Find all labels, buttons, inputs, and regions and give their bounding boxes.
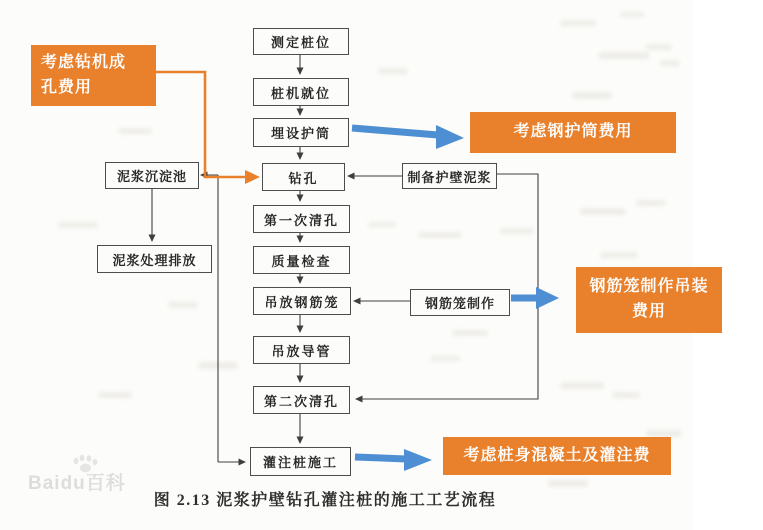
baidu-watermark <box>28 468 126 495</box>
blue-arrow-casing-cost <box>352 128 438 135</box>
cost-note-steel-casing <box>470 112 676 153</box>
cost-note-concrete-pouring <box>443 437 671 475</box>
flow-step-lower-rebar-cage: 吊放钢筋笼 <box>253 287 351 315</box>
flow-step-second-hole-cleaning: 第二次清孔 <box>253 386 350 414</box>
blue-arrowhead-cage <box>536 287 559 309</box>
blue-arrowhead-concrete <box>404 449 432 471</box>
flow-step-pile-concreting: 灌注桩施工 <box>250 447 351 476</box>
flow-step-quality-inspection: 质量检查 <box>253 246 350 274</box>
arrow-slurry-to-second-cleaning <box>356 174 538 399</box>
cost-note-drilling <box>31 45 156 106</box>
cost-note-line: 孔费用 <box>41 78 93 96</box>
flow-step-mud-treatment-discharge: 泥浆处理排放 <box>97 245 212 273</box>
flow-step-rig-in-position: 桩机就位 <box>253 78 349 106</box>
cost-note-line: 考虑钢护筒费用 <box>513 123 633 141</box>
flow-step-prepare-wall-slurry: 制备护壁泥浆 <box>402 163 497 189</box>
flow-step-first-hole-cleaning: 第一次清孔 <box>253 205 350 233</box>
flow-step-mud-sedimentation-pond: 泥浆沉淀池 <box>105 162 199 189</box>
paw-icon <box>70 454 100 476</box>
cost-note-line: 费用 <box>631 303 666 320</box>
cost-note-line: 考虑桩身混凝土及灌注费 <box>463 446 651 464</box>
flow-step-measure-pile-position: 测定桩位 <box>253 28 349 55</box>
flow-step-rebar-cage-fabrication: 钢筋笼制作 <box>410 289 510 316</box>
cost-note-line: 考虑钻机成 <box>41 53 127 71</box>
flow-step-drilling: 钻孔 <box>262 163 345 191</box>
flow-step-bury-casing: 埋设护筒 <box>253 118 349 147</box>
flow-step-lower-tremie-pipe: 吊放导管 <box>253 336 350 364</box>
blue-arrowhead-casing <box>436 125 464 149</box>
orange-arrowhead <box>245 170 260 184</box>
cost-note-line: 钢筋笼制作吊装 <box>589 278 709 296</box>
cost-note-rebar-cage <box>576 267 722 333</box>
watermark-text: Baidu百科 <box>28 473 126 494</box>
blue-arrow-concrete-cost <box>355 457 406 459</box>
figure-caption: 图 2.13 泥浆护壁钻孔灌注桩的施工工艺流程 <box>153 492 497 509</box>
